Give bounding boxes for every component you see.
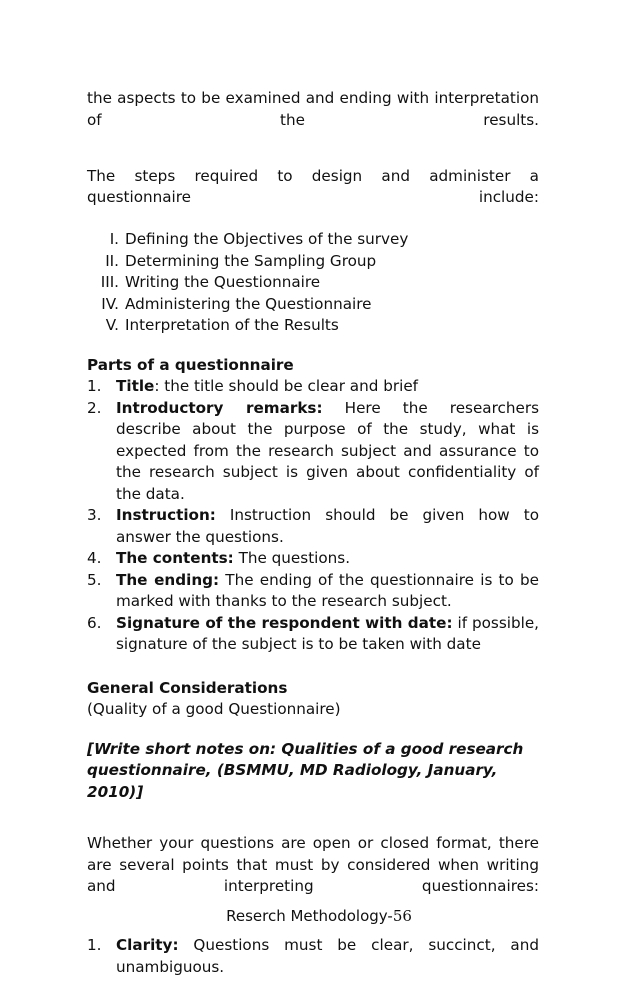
item-label: Signature of the respondent with date: (116, 613, 453, 632)
list-text: Interpretation of the Results (125, 316, 339, 334)
list-body (116, 935, 539, 1000)
paragraph-considerations: Whether your questions are open or closed format, there are several points that must by considered when writing and interpreting questionnaires: (87, 834, 539, 895)
list-body (116, 548, 539, 570)
item-label: Instruction: (116, 506, 216, 524)
list-number: 5. (87, 570, 102, 589)
parts-list (87, 376, 539, 656)
list-number: 2. (87, 398, 102, 417)
item-text: The questions. (233, 549, 351, 567)
steps-list (87, 229, 539, 337)
list-text: Writing the Questionnaire (125, 273, 321, 291)
list-number: 4. (87, 549, 102, 567)
footer-title: Reserch Methodology- (226, 907, 393, 925)
points-list (87, 935, 539, 1000)
list-number: III. (100, 273, 119, 291)
list-number: II. (105, 251, 119, 270)
paragraph-steps-intro: The steps required to design and administer a questionnaire include: (87, 166, 539, 206)
item-text: if possible, signature of the subject is to be taken with date (116, 613, 539, 653)
list-item (87, 505, 539, 548)
list-body (116, 376, 539, 398)
item-label: The ending: (116, 570, 220, 589)
list-number: I. (109, 230, 119, 248)
list-number: V. (105, 316, 119, 334)
list-item (87, 398, 539, 506)
list-item (87, 315, 539, 337)
list-text: Defining the Objectives of the survey (125, 230, 409, 248)
item-text: : the title should be clear and brief (154, 377, 419, 395)
list-text: Determining the Sampling Group (125, 251, 377, 270)
paragraph-intro: the aspects to be examined and ending with interpretation of the results. (87, 89, 539, 129)
page-number: 56 (392, 907, 412, 925)
list-item (87, 251, 539, 273)
list-number: IV. (101, 294, 119, 313)
section-heading-parts: Parts of a questionnaire (87, 355, 294, 374)
item-label: The contents: (116, 549, 234, 567)
list-item (87, 613, 539, 656)
page-content (87, 88, 539, 1000)
section-heading-general: General Considerations (87, 678, 288, 697)
list-body (116, 505, 539, 548)
item-text: Questions must be clear, succinct, and unambiguous. (116, 936, 539, 976)
item-label: Title (116, 377, 155, 395)
list-item (87, 376, 539, 398)
item-text: Instruction should be given how to answer the questions. (116, 506, 539, 546)
list-item (87, 272, 539, 294)
list-text: Administering the Questionnaire (125, 294, 372, 313)
item-text: The ending of the questionnaire is to be marked with thanks to the research subject. (116, 570, 539, 610)
page-footer (0, 906, 638, 928)
list-number: 1. (87, 936, 102, 954)
item-text: Here the researchers describe about the purpose of the study, what is expected from the research subject and assurance to the research subject is given about confidentiality of the data. (116, 398, 539, 503)
list-body (116, 613, 539, 656)
list-body (116, 570, 539, 613)
list-item (87, 229, 539, 251)
list-number: 6. (87, 613, 102, 632)
exam-note: [Write short notes on: Qualities of a good research questionnaire, (BSMMU, MD Radiology, January, 2010)] (87, 739, 524, 801)
list-item (87, 294, 539, 316)
item-label: Clarity: (116, 936, 179, 954)
list-number: 1. (87, 377, 102, 395)
list-item (87, 935, 539, 1000)
section-subheading: (Quality of a good Questionnaire) (87, 700, 341, 718)
list-body (116, 398, 539, 506)
list-item (87, 570, 539, 613)
list-item (87, 548, 539, 570)
list-number: 3. (87, 506, 102, 524)
item-label: Introductory remarks: (116, 398, 323, 417)
